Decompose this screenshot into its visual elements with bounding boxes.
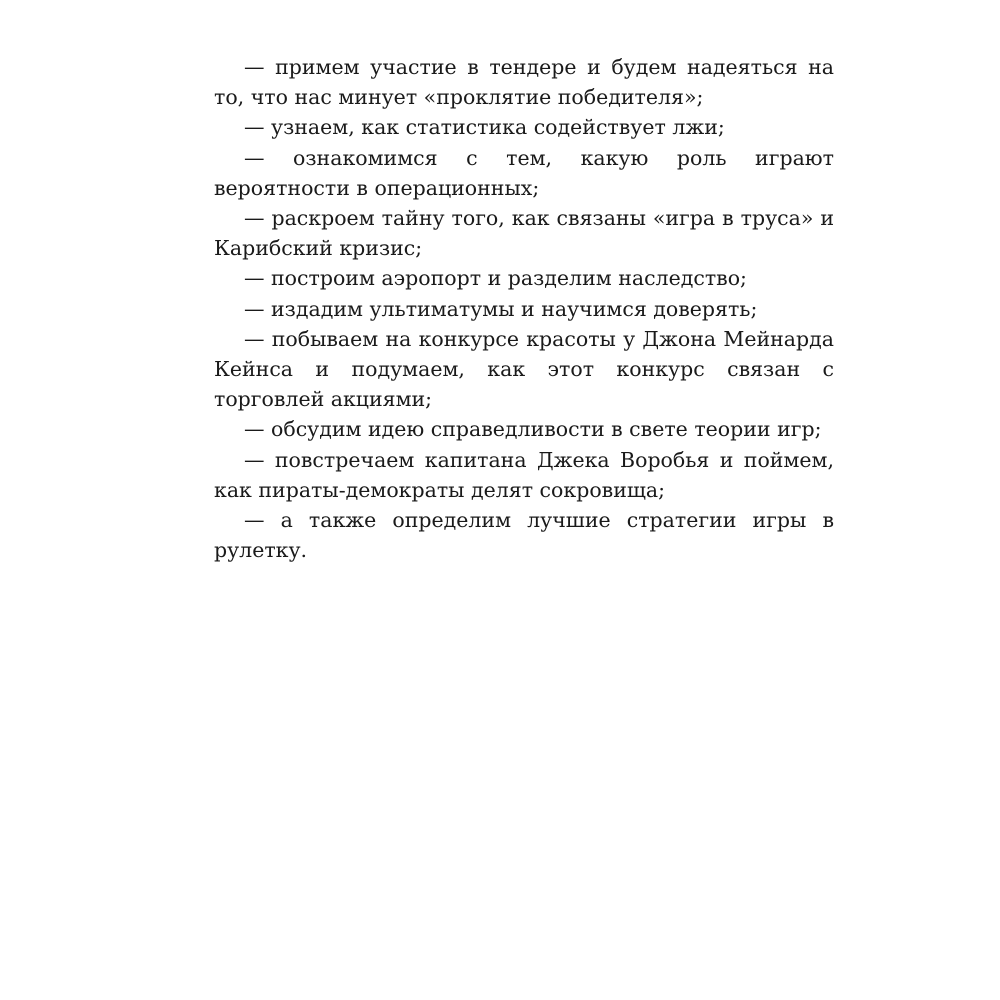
list-item: — ознакомимся с тем, какую роль играют вероятности в операционных; [214, 145, 834, 200]
list-item: — повстречаем капитана Джека Воробья и поймем, как пираты-демократы делят сокровища; [214, 447, 834, 502]
list-item: — примем участие в тендере и будем надеяться на то, что нас минует «проклятие победителя»; [214, 55, 834, 110]
list-item: — раскроем тайну того, как связаны «игра в труса» и Карибский кризис; [214, 206, 834, 261]
list-item: — узнаем, как статистика содействует лжи; [244, 115, 725, 140]
list-item: — построим аэропорт и разделим наследство; [244, 266, 747, 291]
list-item: — а также определим лучшие стратегии игры в рулетку. [214, 508, 834, 563]
list-item: — побываем на конкурсе красоты у Джона Мейнарда Кейнса и подумаем, как этот конкурс связан с торговлей акциями; [214, 326, 834, 412]
document-body [214, 52, 834, 565]
list-item: — обсудим идею справедливости в свете теории игр; [244, 417, 822, 442]
list-item: — издадим ультиматумы и научимся доверять; [244, 296, 758, 321]
